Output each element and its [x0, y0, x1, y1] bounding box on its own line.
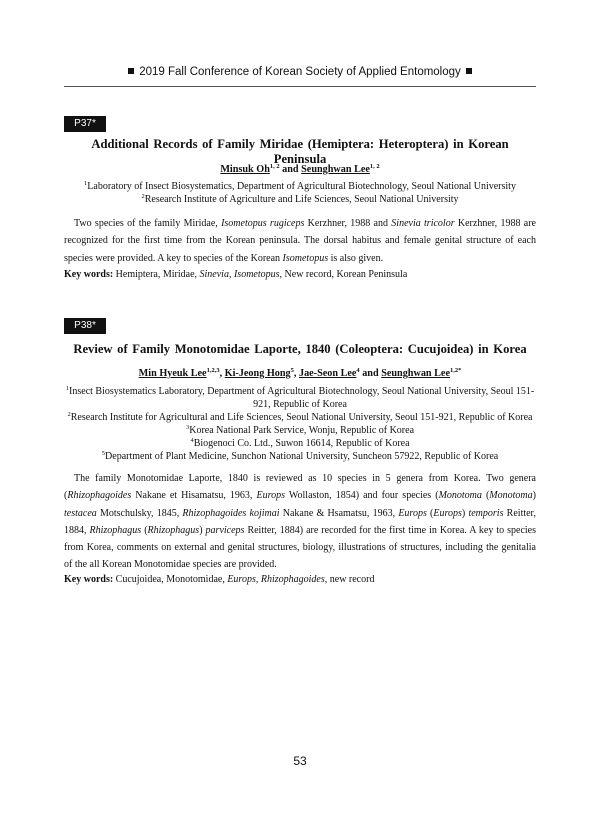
author-separator: and: [279, 164, 302, 175]
taxon-name: Europs: [398, 507, 427, 519]
abstract-body: [64, 470, 536, 574]
keywords-line: [64, 269, 536, 280]
author-name: Jae-Seon Lee: [298, 368, 357, 379]
abstract-body: [64, 215, 536, 267]
affiliation: [64, 180, 536, 193]
taxon-name: testacea: [64, 507, 97, 519]
text-run: ,: [255, 574, 261, 585]
affiliation: [64, 411, 536, 424]
affiliation-marker: 2: [67, 411, 71, 418]
author-affiliation-marker: 1, 2: [269, 163, 280, 170]
affiliation-marker: 1: [84, 180, 88, 187]
taxon-name: Isometopus: [233, 269, 280, 280]
keywords-text: [113, 574, 374, 585]
taxon-name: Rhizophagoides: [260, 574, 325, 585]
keywords-label: Key words:: [64, 574, 114, 585]
text-run: (: [141, 524, 148, 536]
abstract-id-badge: P38*: [64, 318, 106, 334]
author-affiliation-marker: 4: [356, 367, 360, 374]
author-separator: ,: [293, 368, 299, 379]
author-affiliation-marker: 1,2,3: [206, 367, 220, 374]
affiliation-marker: 2: [141, 193, 145, 200]
page-number: 53: [293, 754, 307, 768]
affiliation-text: Korea National Park Service, Wonju, Republic of Korea: [189, 425, 415, 436]
author-affiliation-marker: 5: [290, 367, 294, 374]
text-run: (: [481, 490, 490, 502]
text-run: , new record: [324, 574, 375, 585]
text-run: ): [199, 524, 206, 536]
keywords-text: [113, 269, 407, 280]
affiliation-list: [64, 180, 536, 206]
affiliation: [64, 385, 536, 411]
author-list: [64, 164, 536, 175]
taxon-name: Sinevia: [199, 269, 229, 280]
text-run: Wollaston, 1854) and four species (: [285, 490, 439, 502]
author-name: Min Hyeuk Lee: [138, 368, 207, 379]
text-run: Reitter, 1884,: [64, 507, 536, 536]
square-bullet-icon: [466, 68, 472, 74]
text-run: Kerzhner, 1988 and: [304, 218, 392, 229]
affiliation-text: Research Institute for Agricultural and Life Sciences, Seoul National University, Seoul 151-921, Republic of Korea: [70, 412, 533, 423]
affiliation: [64, 193, 536, 206]
author-affiliation-marker: 1,2*: [449, 367, 462, 374]
author-name: Seunghwan Lee: [301, 164, 370, 175]
taxon-name: Rhizophagus: [89, 524, 142, 536]
taxon-name: Rhizophagoides: [67, 490, 132, 502]
author-name: Ki-Jeong Hong: [224, 368, 291, 379]
text-run: , New record, Korean Peninsula: [279, 269, 408, 280]
taxon-name: temporis: [468, 507, 504, 519]
taxon-name: Europs: [433, 507, 462, 519]
text-run: ): [461, 507, 469, 519]
text-run: ): [532, 490, 536, 502]
affiliation: [64, 437, 536, 450]
author-name: Minsuk Oh: [220, 164, 270, 175]
square-bullet-icon: [128, 68, 134, 74]
affiliation-marker: 5: [101, 450, 106, 457]
text-run: Nakane et Hisamatsu, 1963,: [131, 490, 257, 502]
text-run: Two species of the family Miridae,: [74, 218, 222, 229]
abstract-id-badge: P37*: [64, 116, 106, 132]
affiliation-list: [64, 385, 536, 463]
affiliation-marker: 4: [190, 437, 194, 444]
text-run: Reitter, 1884) are recorded for the first time in Korea. A key to species from Korea, comments on external and genital structures, biology, illustrations of structures, including the genitalia of the all Korean Monotomidae species are provided.: [64, 524, 536, 571]
taxon-name: parviceps: [205, 524, 245, 536]
taxon-name: Rhizophagus: [147, 524, 200, 536]
text-run: Nakane & Hsamatsu, 1963,: [279, 507, 399, 519]
keywords-label: Key words:: [64, 269, 114, 280]
affiliation-text: Research Institute of Agriculture and Life Sciences, Seoul National University: [144, 194, 459, 205]
affiliation-text: Insect Biosystematics Laboratory, Department of Agricultural Biotechnology, Seoul National University, Seoul 151-921, Republic of Korea: [69, 386, 535, 410]
keywords-line: [64, 574, 536, 585]
affiliation: [64, 450, 536, 463]
affiliation-marker: 1: [65, 385, 70, 392]
running-header: [64, 66, 536, 78]
text-run: The family Monotomidae Laporte, 1840 is reviewed as 10 species in 5 genera from Korea. Two genera (: [64, 473, 536, 502]
text-run: (: [426, 507, 434, 519]
text-run: Motschulsky, 1845,: [96, 507, 183, 519]
affiliation-text: Department of Plant Medicine, Sunchon National University, Suncheon 57922, Republic of Korea: [105, 451, 499, 462]
taxon-name: Monotoma: [438, 490, 482, 502]
running-header-text: 2019 Fall Conference of Korean Society of Applied Entomology: [139, 66, 461, 78]
author-list: [64, 368, 536, 379]
text-run: ,: [228, 269, 234, 280]
author-name: Seunghwan Lee: [381, 368, 450, 379]
taxon-name: Sinevia tricolor: [391, 218, 455, 229]
affiliation-marker: 3: [185, 424, 190, 431]
header-rule: [64, 86, 536, 87]
text-run: is also given.: [328, 252, 384, 264]
text-run: Hemiptera, Miridae,: [113, 269, 200, 280]
abstract-title: Review of Family Monotomidae Laporte, 1840 (Coleoptera: Cucujoidea) in Korea: [73, 342, 527, 356]
affiliation: [64, 424, 536, 437]
author-affiliation-marker: 1, 2: [369, 163, 380, 170]
affiliation-text: Laboratory of Insect Biosystematics, Department of Agricultural Biotechnology, Seoul National University: [87, 181, 516, 192]
text-run: Cucujoidea, Monotomidae,: [113, 574, 228, 585]
text-run: Kerzhner, 1988 are recognized for the first time from the Korean peninsula. The dorsal habitus and female genital structure of each species were provided. A key to species of the Korean: [64, 218, 536, 264]
taxon-name: Europs: [227, 574, 256, 585]
author-separator: and: [359, 368, 382, 379]
author-separator: ,: [219, 368, 225, 379]
taxon-name: Monotoma: [489, 490, 533, 502]
taxon-name: Rhizophagoides kojimai: [182, 507, 280, 519]
taxon-name: Isometopus: [282, 252, 329, 264]
abstract-title: Additional Records of Family Miridae (Hemiptera: Heteroptera) in Korean Peninsula: [91, 137, 509, 166]
affiliation-text: Biogenoci Co. Ltd., Suwon 16614, Republic of Korea: [193, 438, 410, 449]
taxon-name: Isometopus rugiceps: [221, 218, 305, 229]
taxon-name: Europs: [256, 490, 285, 502]
